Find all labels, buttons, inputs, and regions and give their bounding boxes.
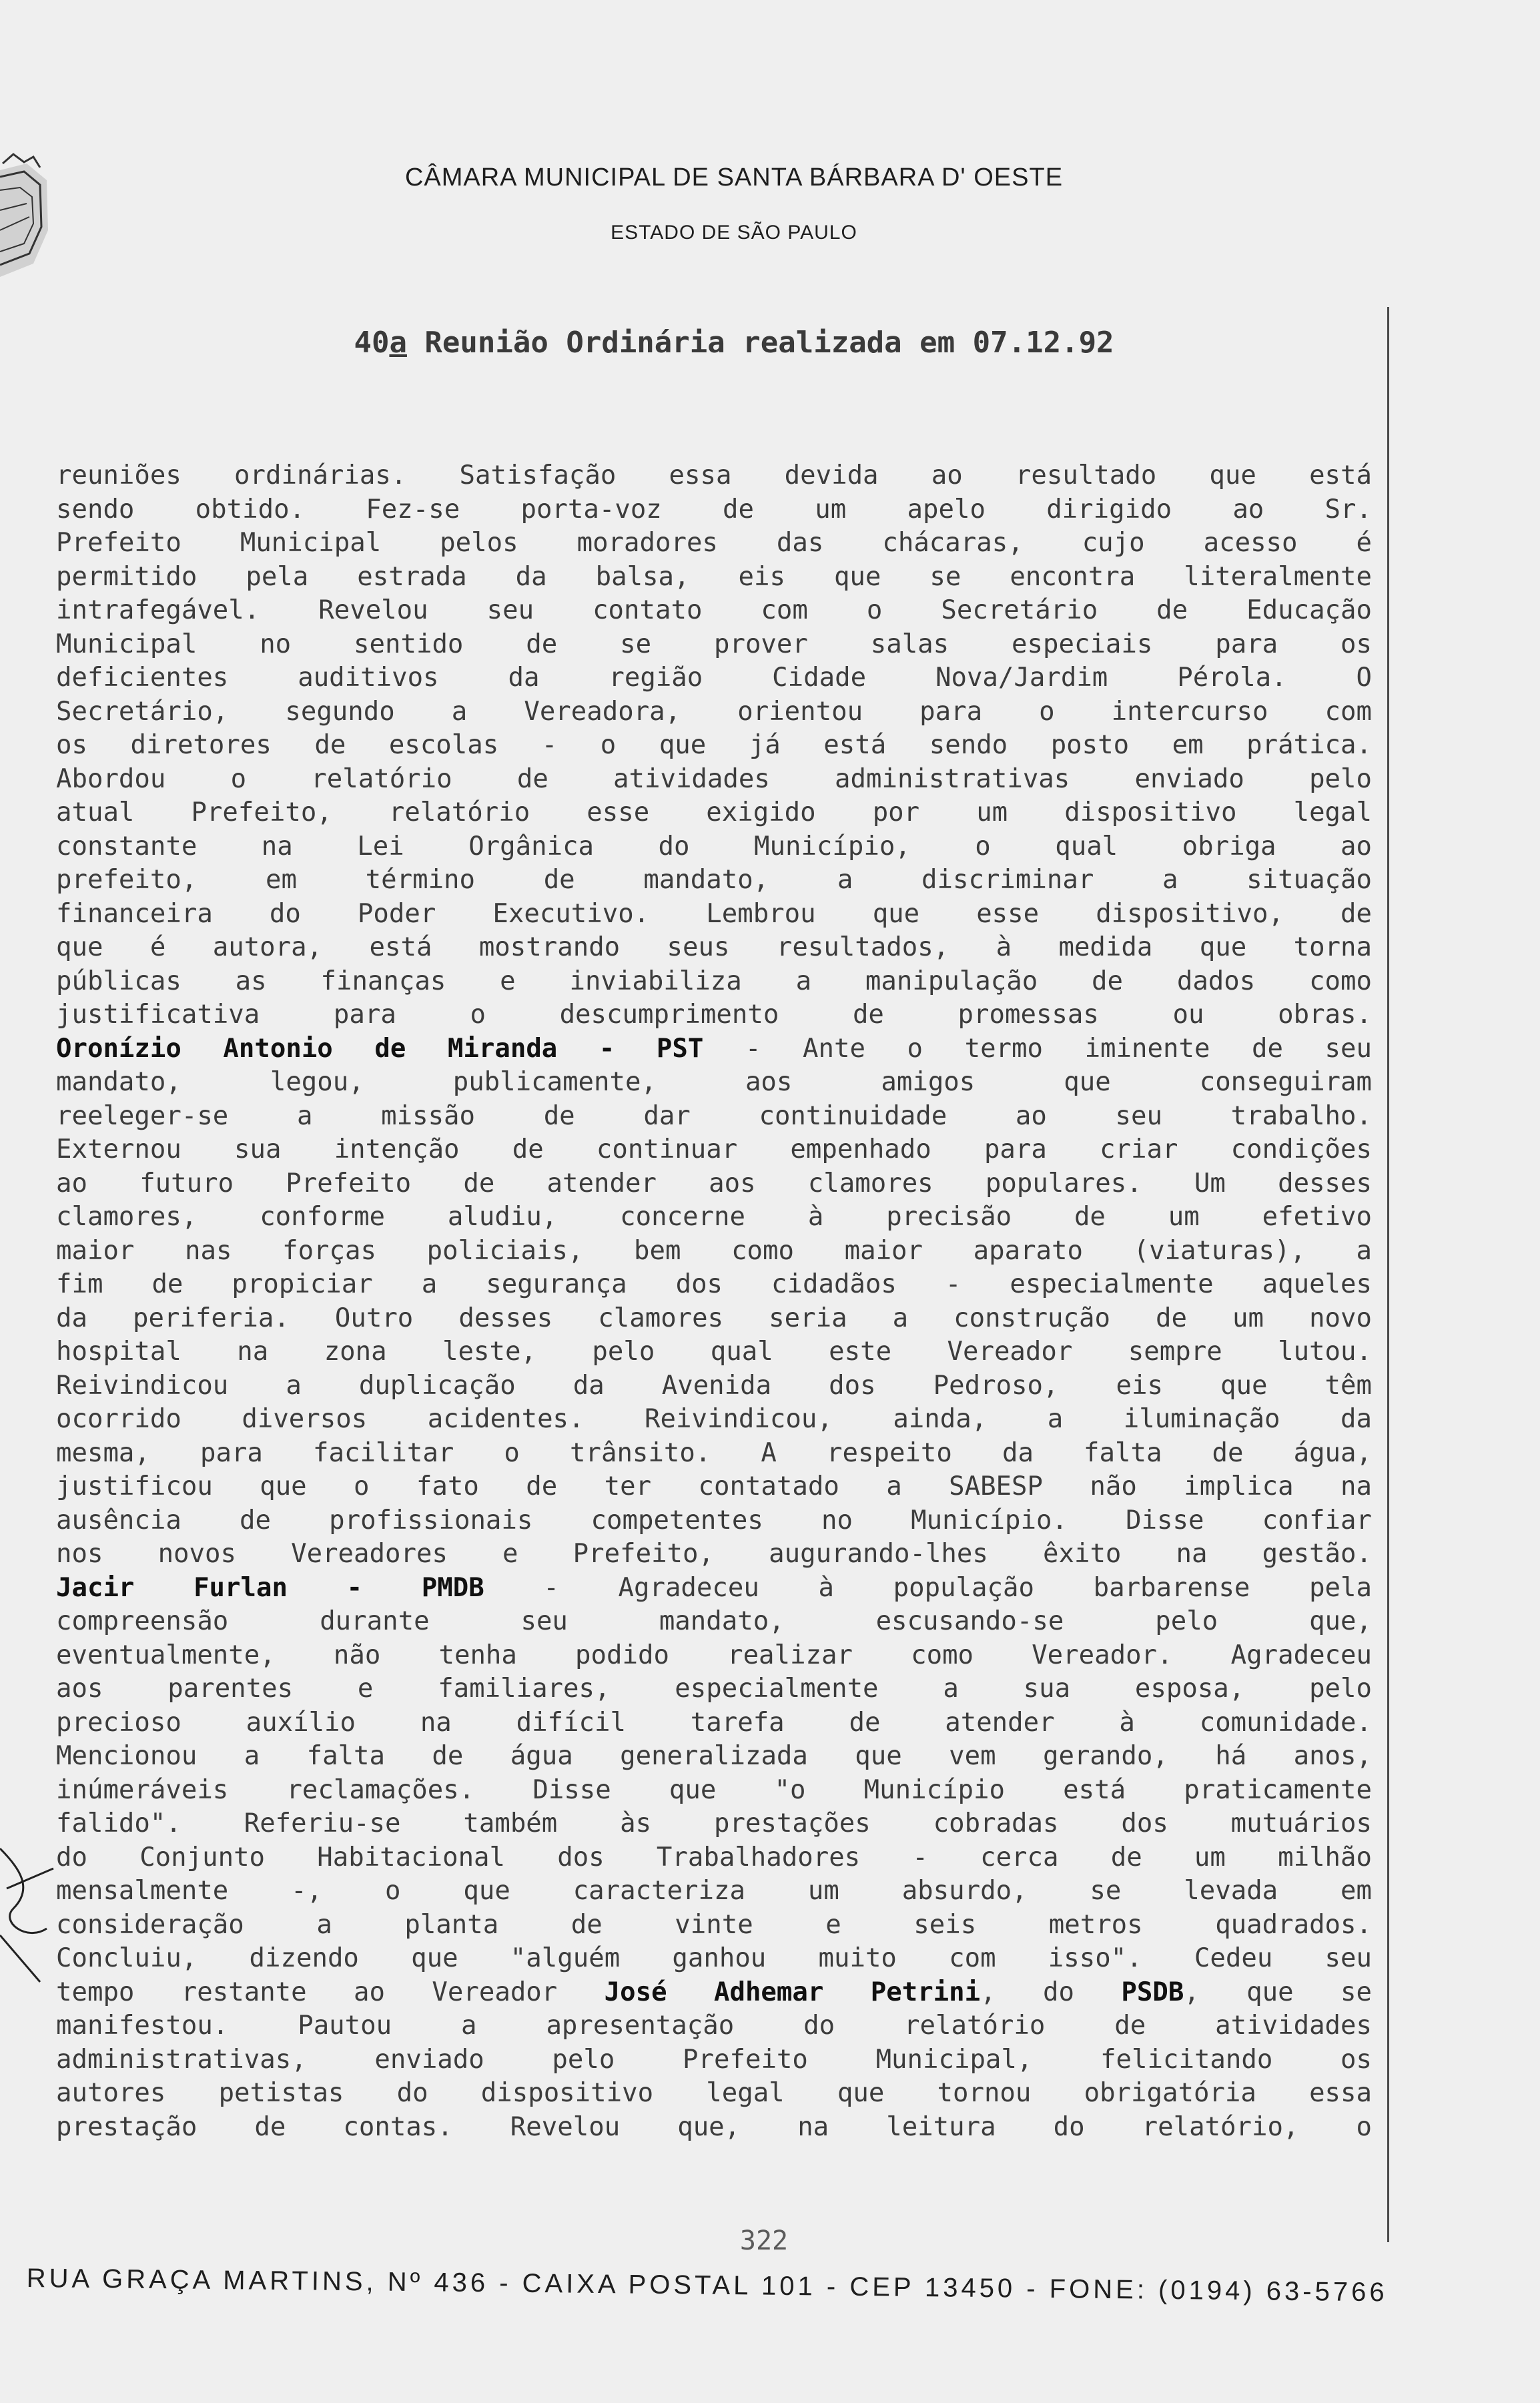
body-line: Abordou o relatório de atividades administrativas enviado pelo	[56, 763, 1372, 794]
footer-address: RUA GRAÇA MARTINS, Nº 436 - CAIXA POSTAL 101 - CEP 13450 - FONE: (0194) 63-5766	[26, 2264, 1388, 2308]
body-line: ausência de profissionais competentes no Município. Disse confiar	[56, 1505, 1372, 1535]
body-line: constante na Lei Orgânica do Município, o qual obriga ao	[56, 831, 1372, 862]
body-line: inúmeráveis reclamações. Disse que "o Município está praticamente	[56, 1774, 1372, 1805]
body-line: Concluiu, dizendo que "alguém ganhou muito com isso". Cedeu seu	[56, 1943, 1372, 1973]
meeting-title-text: Reunião Ordinária realizada em 07.12.92	[406, 326, 1114, 360]
handwritten-mark-icon	[0, 1828, 60, 1989]
body-line: ao futuro Prefeito de atender aos clamores populares. Um desses	[56, 1168, 1372, 1198]
header-subtitle: ESTADO DE SÃO PAULO	[611, 222, 857, 244]
body-line: prefeito, em término de mandato, a discriminar a situação	[56, 865, 1372, 895]
header-title: CÂMARA MUNICIPAL DE SANTA BÁRBARA D' OESTE	[404, 163, 1064, 192]
body-line: hospital na zona leste, pelo qual este Vereador sempre lutou.	[56, 1337, 1372, 1367]
body-line: eventualmente, não tenha podido realizar como Vereador. Agradeceu	[56, 1640, 1372, 1670]
speaker-name: Jacir Furlan - PMDB	[56, 1572, 484, 1603]
speaker-name: Oronízio Antonio de Miranda - PST	[56, 1033, 704, 1064]
body-line: permitido pela estrada da balsa, eis que se encontra literalmente	[56, 561, 1372, 592]
body-line: consideração a planta de vinte e seis metros quadrados.	[56, 1909, 1372, 1940]
body-line: reuniões ordinárias. Satisfação essa devida ao resultado que está	[56, 460, 1372, 490]
body-line-text: , do	[980, 1977, 1122, 2007]
body-line: deficientes auditivos da região Cidade Nova/Jardim Pérola. O	[56, 663, 1372, 693]
body-line	[56, 1032, 1372, 1066]
body-line	[56, 1572, 1372, 1606]
body-line: justificou que o fato de ter contatado a SABESP não implica na	[56, 1471, 1372, 1501]
meeting-number: 40	[354, 326, 390, 360]
body-line: os diretores de escolas - o que já está sendo posto em prática.	[56, 730, 1372, 760]
body-line: Municipal no sentido de se prover salas especiais para os	[56, 629, 1372, 659]
body-line: nos novos Vereadores e Prefeito, augurando-lhes êxito na gestão.	[56, 1539, 1372, 1569]
body-line: compreensão durante seu mandato, escusando-se pelo que,	[56, 1606, 1372, 1636]
party-name: PSDB	[1121, 1977, 1184, 2007]
body-line: Mencionou a falta de água generalizada que vem gerando, há anos,	[56, 1741, 1372, 1771]
body-line: clamores, conforme aludiu, concerne à precisão de um efetivo	[56, 1202, 1372, 1232]
body-line: falido". Referiu-se também às prestações cobradas dos mutuários	[56, 1808, 1372, 1838]
body-line: manifestou. Pautou a apresentação do relatório de atividades	[56, 2011, 1372, 2041]
body-line: mesma, para facilitar o trânsito. A respeito da falta de água,	[56, 1437, 1372, 1468]
body-line: Secretário, segundo a Vereadora, orientou para o intercurso com	[56, 696, 1372, 727]
body-line: fim de propiciar a segurança dos cidadãos - especialmente aqueles	[56, 1269, 1372, 1299]
body-line: que é autora, está mostrando seus resultados, à medida que torna	[56, 932, 1372, 962]
margin-line	[1387, 307, 1389, 2242]
body-line: Prefeito Municipal pelos moradores das chácaras, cujo acesso é	[56, 528, 1372, 558]
minutes-body	[56, 459, 1372, 2144]
meeting-title	[0, 326, 1468, 360]
body-line: Externou sua intenção de continuar empenhado para criar condições	[56, 1134, 1372, 1164]
body-line: precioso auxílio na difícil tarefa de atender à comunidade.	[56, 1707, 1372, 1738]
body-line-text: tempo restante ao Vereador	[56, 1977, 605, 2007]
body-line: ocorrido diversos acidentes. Reivindicou, ainda, a iluminação da	[56, 1404, 1372, 1434]
body-line	[56, 1976, 1372, 2010]
body-line-text: - Agradeceu à população barbarense pela	[484, 1572, 1372, 1603]
meeting-ordinal-suffix: a	[389, 326, 407, 360]
body-line: intrafegável. Revelou seu contato com o Secretário de Educação	[56, 595, 1372, 625]
body-line: mandato, legou, publicamente, aos amigos que conseguiram	[56, 1067, 1372, 1097]
body-line: Reivindicou a duplicação da Avenida dos Pedroso, eis que têm	[56, 1370, 1372, 1401]
body-line: maior nas forças policiais, bem como maior aparato (viaturas), a	[56, 1235, 1372, 1266]
body-line: autores petistas do dispositivo legal que tornou obrigatória essa	[56, 2078, 1372, 2108]
body-line: justificativa para o descumprimento de promessas ou obras.	[56, 1000, 1372, 1030]
body-line-text: , que se	[1184, 1977, 1372, 2007]
body-line: reeleger-se a missão de dar continuidade ao seu trabalho.	[56, 1100, 1372, 1131]
body-line: atual Prefeito, relatório esse exigido por um dispositivo legal	[56, 797, 1372, 827]
body-line: aos parentes e familiares, especialmente a sua esposa, pelo	[56, 1674, 1372, 1704]
body-line: financeira do Poder Executivo. Lembrou que esse dispositivo, de	[56, 898, 1372, 929]
body-line-text: - Ante o termo iminente de seu	[703, 1033, 1372, 1064]
body-line: mensalmente -, o que caracteriza um absurdo, se levada em	[56, 1876, 1372, 1906]
speaker-name: José Adhemar Petrini	[604, 1977, 981, 2007]
body-line: sendo obtido. Fez-se porta-voz de um apelo dirigido ao Sr.	[56, 494, 1372, 525]
body-line: do Conjunto Habitacional dos Trabalhadores - cerca de um milhão	[56, 1842, 1372, 1872]
body-line: prestação de contas. Revelou que, na leitura do relatório, o	[56, 2111, 1372, 2142]
body-line: da periferia. Outro desses clamores seria a construção de um novo	[56, 1303, 1372, 1333]
body-line: públicas as finanças e inviabiliza a manipulação de dados como	[56, 966, 1372, 996]
page-number: 322	[739, 2225, 789, 2256]
body-line: administrativas, enviado pelo Prefeito Municipal, felicitando os	[56, 2044, 1372, 2075]
